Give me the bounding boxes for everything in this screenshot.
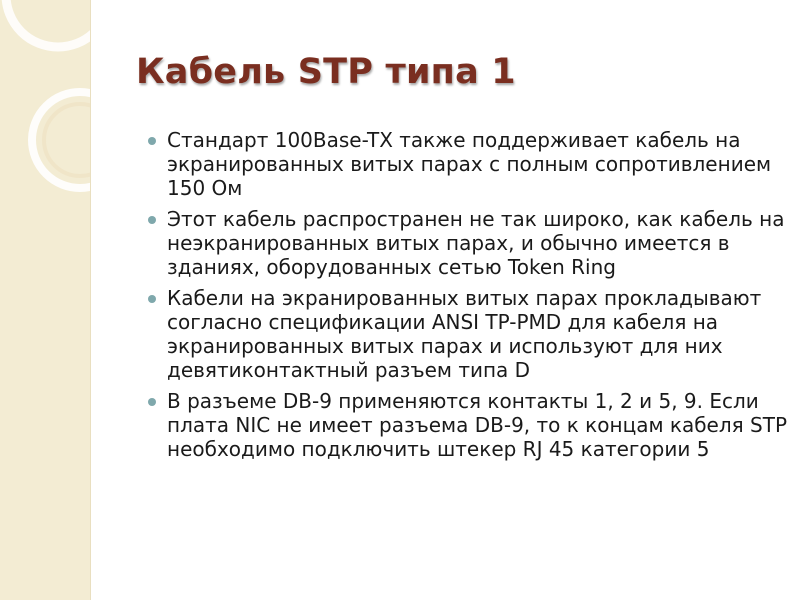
bullet-item: [148, 286, 788, 382]
ring-middle-outer: [32, 92, 90, 188]
decorative-side-band: [0, 0, 90, 600]
bullet-item: [148, 207, 788, 279]
ring-middle-inner: [44, 104, 90, 176]
bullet-text: Стандарт 100Base-TX также поддерживает кабель на экранированных витых парах с полным сопротивлением 150 Ом: [167, 128, 772, 200]
bullet-list: [148, 128, 788, 468]
bullet-dot-icon: [148, 216, 156, 224]
bullet-text: Этот кабель распространен не так широко, как кабель на неэкранированных витых парах, и обычно имеется в зданиях, оборудованных сетью Token Ring: [167, 207, 785, 279]
bullet-dot-icon: [148, 137, 156, 145]
decorative-rings: [0, 0, 90, 600]
bullet-text: В разъеме DB-9 применяются контакты 1, 2 и 5, 9. Если плата NIC не имеет разъема DB-9, то к концам кабеля STP необходимо подключить штекер RJ 45 категории 5: [167, 389, 788, 461]
bullet-text: Кабели на экранированных витых парах прокладывают согласно спецификации ANSI TP-PMD для кабеля на экранированных витых парах и используют для них девятиконтактный разъем типа D: [167, 286, 762, 382]
bullet-dot-icon: [148, 295, 156, 303]
ring-top: [6, 0, 90, 47]
bullet-item: [148, 389, 788, 461]
bullet-dot-icon: [148, 398, 156, 406]
slide-title: Кабель STP типа 1: [136, 52, 516, 92]
bullet-item: [148, 128, 788, 200]
side-divider: [90, 0, 91, 600]
